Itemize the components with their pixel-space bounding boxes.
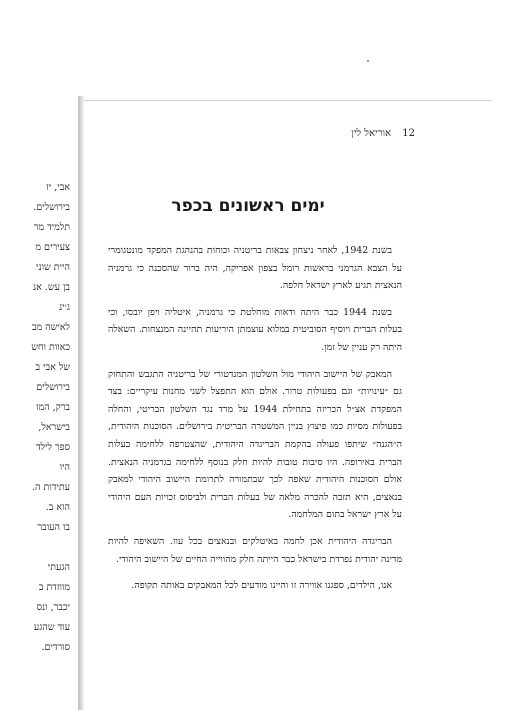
- page-top-edge: [84, 100, 492, 101]
- left-page-line: היית שוני: [36, 262, 70, 273]
- scan-speck: [367, 60, 369, 62]
- left-page-line: לאישה מב: [31, 322, 70, 333]
- left-page-line: ספר לילד: [35, 442, 70, 453]
- paragraph: בשנת 1942, לאחר ניצחון צבאות בריטניה וכוחות בהנהגת המפקד מונטגומרי על הצבא הגרמני בראשות רומל בצפון אפריקה, היה ברור שהסכנה כי גרמניה הנאצית תגיע לארץ ישראל חלפה.: [108, 245, 402, 292]
- chapter-title: ימים ראשונים בכפר: [171, 196, 325, 216]
- left-page-line: הגעתי: [47, 562, 70, 573]
- author-name: אוריאל לין: [351, 128, 392, 139]
- paragraph: אנו, הילדים, ספגנו אווירה זו והיינו מודעים לכל המאבקים באותה תקופה.: [131, 580, 392, 592]
- paragraph: בשנת 1944 כבר היתה ודאות מוחלטת כי גרמניה, איטליה ויפן יובסו, וכי בעלות הברית ויוסיף הסוביטית במלוא עוצמתן היריעות תהיינה המנצחות. השאלה היתה רק עניין של זמן.: [108, 306, 402, 353]
- chapter-body: [108, 242, 402, 604]
- paragraph: המאבק של היישוב היהודי מול השלטון המנדטורי של בריטניה התגבש והתחזק גם ״עינויות״ וגם בפעולות טרור. אולם הוא התפצל לשני מחנות עיקריים: בצד המפקדת אצ״ל הכריזה בתחילת 1944 על מרד נגד השלטון הבריטי, והחלה בפעולות מסיות כמו פיצוץ בניין המשטרה הבריטית בירושלים. הסוכנות היהודית, ה״הגנה״ שיתפו פעולה בהקמת הבריגדה היהודית, שהצטרפה ללחימה בעלות הברית באירופה. היו סיבות טובות להיות חלק בנוסף ללחימה בגרמניה הנאצית. אולם הסוכנות היהודית שאפה לכך שבתמורה לתרומת היישוב היהודי למאבק בנאצים, היא תזכה להכרה מלאה של בעלות הברית ולביסוס זכויות העם היהודי על ארץ ישראל בתום המלחמה.: [108, 368, 403, 521]
- page-number: 12: [402, 128, 415, 139]
- left-page-line: עתידות ה.: [32, 482, 70, 493]
- left-page-line: סורדים.: [41, 642, 70, 653]
- left-page-line: כאוות וחש: [31, 342, 70, 353]
- left-page-line: עוד שהגע: [33, 622, 70, 633]
- left-page-line: אבי, יז: [46, 182, 70, 193]
- left-page-line: ברק, המו: [36, 402, 70, 413]
- paragraph: הבריגדה היהודית אכן לחמה באיטלקים ובנאצים בכל עוז. השאיפה להיות מדינה יהודית נפרדת בישראל כבר הייתה חלק מהווייה החיים של היישוב היהודי.: [108, 535, 402, 565]
- left-page-line: יכבר, ונס: [36, 602, 70, 613]
- left-page-line: הוא ב.: [45, 502, 70, 513]
- left-page-line: תלמיד מר: [33, 222, 70, 233]
- running-header: [235, 128, 415, 139]
- previous-page: [0, 98, 79, 708]
- left-page-line: בישראל,: [38, 422, 70, 433]
- left-page-line: בירושלים: [36, 382, 70, 393]
- left-page-line: היו: [59, 462, 70, 473]
- left-page-line: מווזדת ב: [38, 582, 70, 593]
- left-page-line: בו העובר: [37, 522, 70, 533]
- left-page-line: ג׳ינ: [59, 302, 70, 313]
- left-page-line: בן עש. אנ: [33, 282, 70, 293]
- left-page-line: של אבי ב: [35, 362, 70, 373]
- left-page-line: צעירים מ: [35, 242, 70, 253]
- left-page-line: בירושלים.: [33, 202, 70, 213]
